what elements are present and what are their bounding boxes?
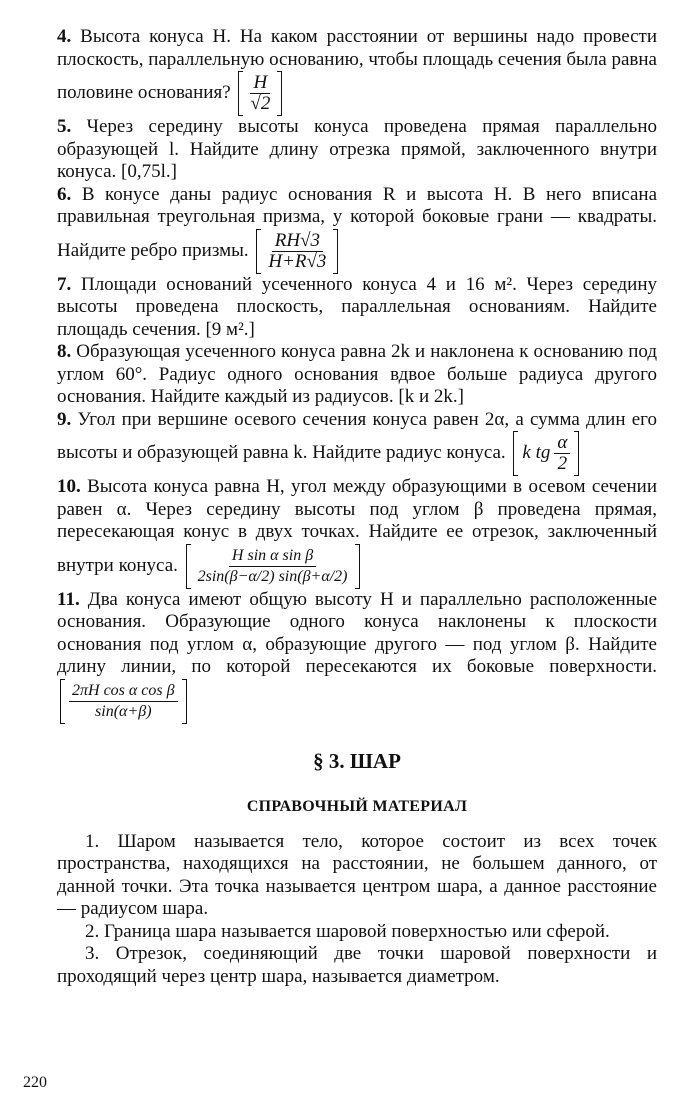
answer-bracket bbox=[186, 544, 360, 589]
reference-item-1: 1. Шаром называется тело, которое состоит из всех точек пространства, находящихся на расстоянии, не большем данного, от данной точки. Эта точка называется центром шара, а данное расстояние — радиусом шара. bbox=[57, 830, 657, 919]
problem-number: 4. bbox=[57, 26, 72, 47]
problem-text: Образующая усеченного конуса равна 2k и наклонена к основанию под углом 60°. Радиус одного основания вдвое больше радиуса другого основания. Найдите каждый из радиусов. bbox=[57, 341, 658, 407]
problem-text: Высота конуса равна H, угол между образующими в осевом сечении равен α. Через середину высоты под углом β проведена прямая, пересекающая конус в двух точках. Найдите ее отрезок, заключенный внутри конуса. bbox=[57, 476, 657, 576]
answer-numerator: RH√3 bbox=[272, 231, 323, 252]
section-title: § 3. ШАР bbox=[313, 748, 401, 773]
answer-bracket bbox=[513, 431, 579, 476]
answer-denominator: sin(α+β) bbox=[95, 702, 152, 720]
problem-text: Площади оснований усеченного конуса 4 и 16 м². Через середину высоты проведена плоскость, параллельная основаниям. Найдите площадь сечения. bbox=[57, 273, 658, 340]
problem-text: Высота конуса H. На каком расстоянии от вершины надо провести плоскость, параллельную основанию, чтобы площадь сечения была равна половине основания? bbox=[57, 26, 658, 103]
problem-number: 10. bbox=[57, 476, 81, 497]
answer-denominator: 2sin(β−α/2) sin(β+α/2) bbox=[197, 567, 348, 585]
reference-title: СПРАВОЧНЫЙ МАТЕРИАЛ bbox=[246, 798, 468, 815]
answer: [k и 2k.] bbox=[398, 386, 464, 407]
page-content bbox=[57, 26, 657, 988]
answer-denominator: 2 bbox=[557, 453, 568, 474]
problem-6 bbox=[57, 184, 657, 274]
problem-number: 7. bbox=[57, 273, 72, 295]
problem-number: 5. bbox=[57, 116, 72, 137]
problem-7 bbox=[57, 274, 657, 342]
problem-5 bbox=[57, 116, 657, 184]
reference-item-2: 2. Граница шара называется шаровой поверхностью или сферой. bbox=[85, 920, 610, 942]
answer-numerator: H bbox=[250, 73, 270, 94]
answer: [0,75l.] bbox=[121, 161, 177, 182]
problem-9 bbox=[57, 409, 657, 477]
problem-number: 6. bbox=[57, 183, 72, 205]
problem-number: 11. bbox=[57, 588, 80, 610]
problem-number: 9. bbox=[57, 408, 72, 430]
answer-prefix: k tg bbox=[522, 442, 551, 464]
page-number: 220 bbox=[23, 1074, 47, 1091]
answer: [9 м².] bbox=[205, 318, 255, 340]
answer-numerator: α bbox=[554, 433, 570, 454]
problem-text: Угол при вершине осевого сечения конуса равен 2α, а сумма длин его высоты и образующей равна k. Найдите радиус конуса. bbox=[57, 408, 658, 463]
answer-denominator: √2 bbox=[250, 93, 271, 114]
answer-bracket bbox=[60, 679, 187, 724]
problem-number: 8. bbox=[57, 341, 72, 362]
answer-denominator: H+R√3 bbox=[268, 250, 327, 272]
reference-item-3: 3. Отрезок, соединяющий две точки шаровой поверхности и проходящий через центр шара, называется диаметром. bbox=[57, 943, 657, 987]
problem-11 bbox=[57, 589, 657, 724]
problem-8 bbox=[57, 341, 657, 409]
problem-text: В конусе даны радиус основания R и высота H. В него вписана правильная треугольная призма, у которой боковые грани — квадраты. Найдите ребро призмы. bbox=[57, 183, 657, 261]
answer-bracket bbox=[256, 229, 338, 274]
problem-text: Два конуса имеют общую высоту H и параллельно расположенные основания. Образующие одного конуса наклонены к плоскости основания под углом α, образующие другого — под углом β. Найдите длину линии, по которой пересекаются их боковые поверхности. bbox=[57, 588, 658, 677]
problem-text: Через середину высоты конуса проведена прямая параллельно образующей l. Найдите длину отрезка прямой, заключенного внутри конуса. bbox=[57, 116, 657, 182]
answer-numerator: H sin α sin β bbox=[229, 546, 316, 567]
problem-10 bbox=[57, 476, 657, 589]
answer-numerator: 2πH cos α cos β bbox=[69, 681, 178, 702]
problem-4 bbox=[57, 26, 657, 116]
reference-material bbox=[57, 831, 657, 989]
answer-bracket bbox=[238, 71, 282, 116]
